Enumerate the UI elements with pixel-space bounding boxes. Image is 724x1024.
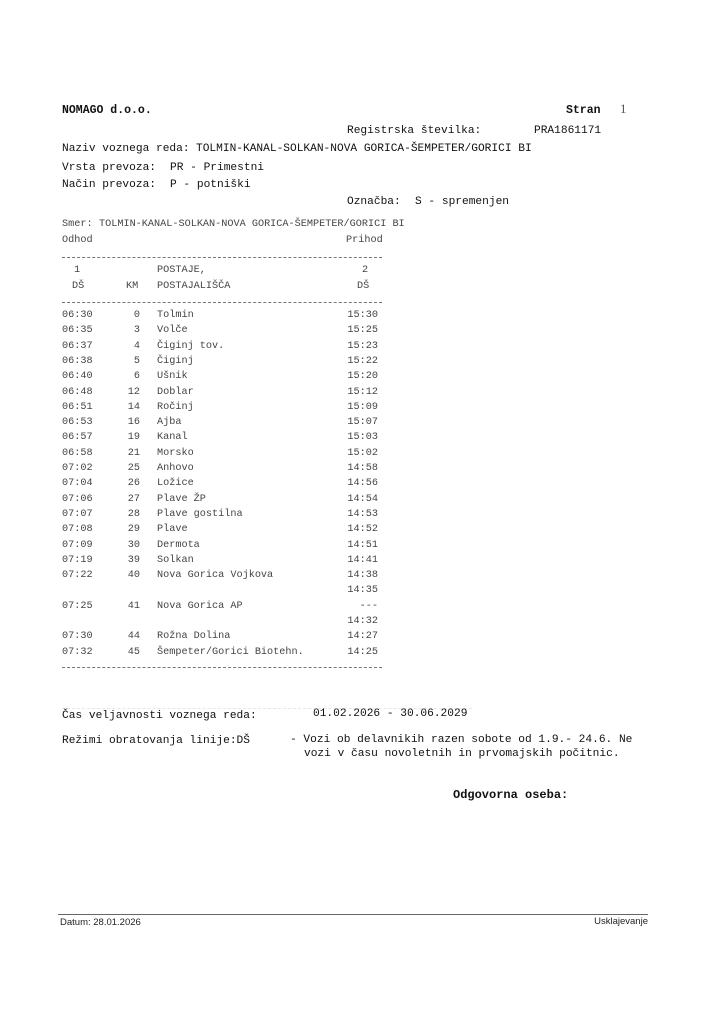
- table-row: [62, 356, 382, 371]
- arrival-time: 15:25: [347, 325, 378, 337]
- responsible-person-label: Odgovorna oseba:: [453, 788, 569, 802]
- station-name: Ušnik: [157, 371, 188, 383]
- table-row: [62, 432, 382, 447]
- km-value: 14: [127, 401, 140, 413]
- transport-type-label: Vrsta prevoza:: [62, 162, 156, 174]
- table-row: [62, 402, 382, 417]
- arrival-time: 14:52: [347, 524, 378, 536]
- km-value: 29: [127, 524, 140, 536]
- km-value: 27: [127, 493, 140, 505]
- km-value: 16: [127, 417, 140, 429]
- table-row: [62, 494, 382, 509]
- col-km: KM: [126, 281, 139, 292]
- page-label: Stran: [566, 104, 601, 117]
- departure-time: 06:35: [62, 325, 93, 337]
- arrival-time: 15:02: [347, 447, 378, 459]
- table-row: [62, 448, 382, 463]
- footer-date: Datum: 28.01.2026: [60, 917, 141, 928]
- station-name: Doblar: [157, 386, 194, 398]
- registration-label: Registrska številka:: [347, 125, 482, 137]
- km-value: 19: [127, 432, 140, 444]
- departure-time: 07:22: [62, 570, 93, 582]
- regime-line-2: vozi v času novoletnih in prvomajskih počitnic.: [304, 748, 620, 760]
- col-left-regime: DŠ: [72, 281, 85, 292]
- station-name: Nova Gorica Vojkova: [157, 570, 274, 582]
- km-value: 39: [127, 554, 140, 566]
- departure-time: 06:53: [62, 417, 93, 429]
- km-value: 3: [133, 325, 140, 337]
- departure-time: 07:07: [62, 508, 93, 520]
- company-name: NOMAGO d.o.o.: [62, 104, 152, 117]
- departure-time: 06:38: [62, 355, 93, 367]
- station-name: Kanal: [157, 432, 188, 444]
- divider: [62, 302, 382, 303]
- table-row: [62, 631, 382, 646]
- km-value: 25: [127, 463, 140, 474]
- table-row: [62, 478, 382, 493]
- departure-time: 07:32: [62, 646, 93, 658]
- arrival-label: Prihod: [346, 235, 383, 246]
- marking-label: Označba:: [347, 196, 401, 208]
- arrival-time: 15:09: [347, 401, 378, 413]
- km-value: 28: [127, 508, 140, 520]
- arrival-time: 14:41: [347, 554, 378, 566]
- validity-label: Čas veljavnosti voznega reda:: [62, 710, 257, 722]
- arrival-time: 15:03: [347, 432, 378, 444]
- arrival-time: 14:27: [347, 631, 378, 643]
- km-value: 40: [127, 570, 140, 582]
- station-name: Šempeter/Gorici Biotehn.: [157, 646, 304, 658]
- table-row: [62, 325, 382, 340]
- km-value: 6: [133, 371, 140, 383]
- direction: TOLMIN-KANAL-SOLKAN-NOVA GORICA-ŠEMPETER/GORICI BI: [99, 219, 405, 230]
- km-value: 26: [127, 478, 140, 490]
- departure-time: 06:40: [62, 371, 93, 383]
- arrival-time: 14:32: [347, 616, 378, 627]
- station-name: Plave ŽP: [157, 493, 206, 505]
- departure-time: 07:30: [62, 631, 93, 643]
- km-value: 0: [133, 310, 140, 321]
- table-row: [62, 524, 382, 539]
- col-right-number: 2: [362, 265, 369, 276]
- table-row: [62, 540, 382, 555]
- transport-type: PR - Primestni: [170, 162, 264, 174]
- arrival-time: 14:38: [347, 570, 378, 582]
- col-right-regime: DŠ: [357, 281, 370, 292]
- departure-time: 07:04: [62, 478, 93, 490]
- arrival-time: 15:22: [347, 355, 378, 367]
- departure-time: 07:25: [62, 600, 93, 612]
- station-name: Rožna Dolina: [157, 631, 231, 643]
- departure-label: Odhod: [62, 235, 93, 246]
- footer-rule: [58, 914, 648, 915]
- departure-time: 06:37: [62, 340, 93, 352]
- arrival-time: 14:56: [347, 478, 378, 490]
- table-row: [62, 463, 382, 478]
- table-row: [62, 417, 382, 432]
- footer-status: Usklajevanje: [594, 916, 648, 927]
- table-row: [62, 570, 382, 585]
- arrival-time: 15:12: [347, 386, 378, 398]
- station-name: Čiginj: [157, 355, 194, 367]
- table-row: [62, 647, 382, 662]
- arrival-time: 15:23: [347, 340, 378, 352]
- station-name: Volče: [157, 325, 188, 337]
- table-row: [62, 371, 382, 386]
- km-value: 21: [127, 447, 140, 459]
- col-stations-header-2: POSTAJALIŠČA: [157, 281, 231, 292]
- arrival-time: 14:51: [347, 539, 378, 551]
- departure-time: 06:48: [62, 386, 93, 398]
- col-stations-header-1: POSTAJE,: [157, 265, 206, 276]
- marking: S - spremenjen: [415, 196, 509, 208]
- divider: [62, 667, 382, 668]
- departure-time: 07:19: [62, 554, 93, 566]
- km-value: 45: [127, 646, 140, 658]
- station-name: Solkan: [157, 554, 194, 566]
- station-name: Nova Gorica AP: [157, 600, 243, 612]
- col-left-number: 1: [74, 265, 81, 276]
- transport-mode-label: Način prevoza:: [62, 179, 156, 191]
- regime-line-1: - Vozi ob delavnikih razen sobote od 1.9.- 24.6. Ne: [290, 734, 633, 746]
- arrival-time: 15:30: [347, 310, 378, 321]
- departure-time: 07:08: [62, 524, 93, 536]
- km-value: 5: [133, 355, 140, 367]
- arrival-time: 15:20: [347, 371, 378, 383]
- departure-time: 07:02: [62, 463, 93, 474]
- km-value: 4: [133, 340, 140, 352]
- table-row: [62, 387, 382, 402]
- km-value: 44: [127, 631, 140, 643]
- station-name: Tolmin: [157, 310, 194, 321]
- timetable-name: TOLMIN-KANAL-SOLKAN-NOVA GORICA-ŠEMPETER/GORICI BI: [196, 143, 532, 155]
- validity-value: 01.02.2026 - 30.06.2029: [313, 708, 468, 720]
- arrival-time: 14:53: [347, 508, 378, 520]
- arrival-time: 14:54: [347, 493, 378, 505]
- table-row: [62, 310, 382, 325]
- direction-label: Smer:: [62, 219, 93, 230]
- station-name: Plave: [157, 524, 188, 536]
- station-name: Čiginj tov.: [157, 340, 225, 352]
- table-row: [62, 555, 382, 570]
- table-row: [62, 616, 382, 631]
- regime-label: Režimi obratovanja linije:DŠ: [62, 735, 250, 747]
- table-row: [62, 509, 382, 524]
- arrival-time: 14:25: [347, 646, 378, 658]
- departure-time: 06:30: [62, 310, 93, 321]
- page-number: 1: [620, 101, 627, 116]
- divider: [62, 257, 382, 258]
- departure-time: 07:09: [62, 539, 93, 551]
- registration-number: PRA1861171: [534, 125, 602, 137]
- arrival-time: 15:07: [347, 417, 378, 429]
- station-name: Plave gostilna: [157, 508, 243, 520]
- departure-time: 06:51: [62, 401, 93, 413]
- station-name: Ročinj: [157, 401, 194, 413]
- arrival-time: 14:58: [347, 463, 378, 474]
- station-name: Anhovo: [157, 463, 194, 474]
- departure-time: 07:06: [62, 493, 93, 505]
- km-value: 12: [127, 386, 140, 398]
- table-row: [62, 601, 382, 616]
- station-name: Ložice: [157, 478, 194, 490]
- station-name: Dermota: [157, 539, 200, 551]
- timetable-name-label: Naziv voznega reda:: [62, 143, 190, 155]
- table-row: [62, 341, 382, 356]
- transport-mode: P - potniški: [170, 179, 251, 191]
- arrival-time: 14:35: [347, 585, 378, 597]
- station-name: Ajba: [157, 417, 182, 429]
- arrival-time: ---: [359, 600, 378, 612]
- departure-time: 06:57: [62, 432, 93, 444]
- km-value: 30: [127, 539, 140, 551]
- departure-time: 06:58: [62, 447, 93, 459]
- table-row: [62, 585, 382, 600]
- station-name: Morsko: [157, 447, 194, 459]
- km-value: 41: [127, 600, 140, 612]
